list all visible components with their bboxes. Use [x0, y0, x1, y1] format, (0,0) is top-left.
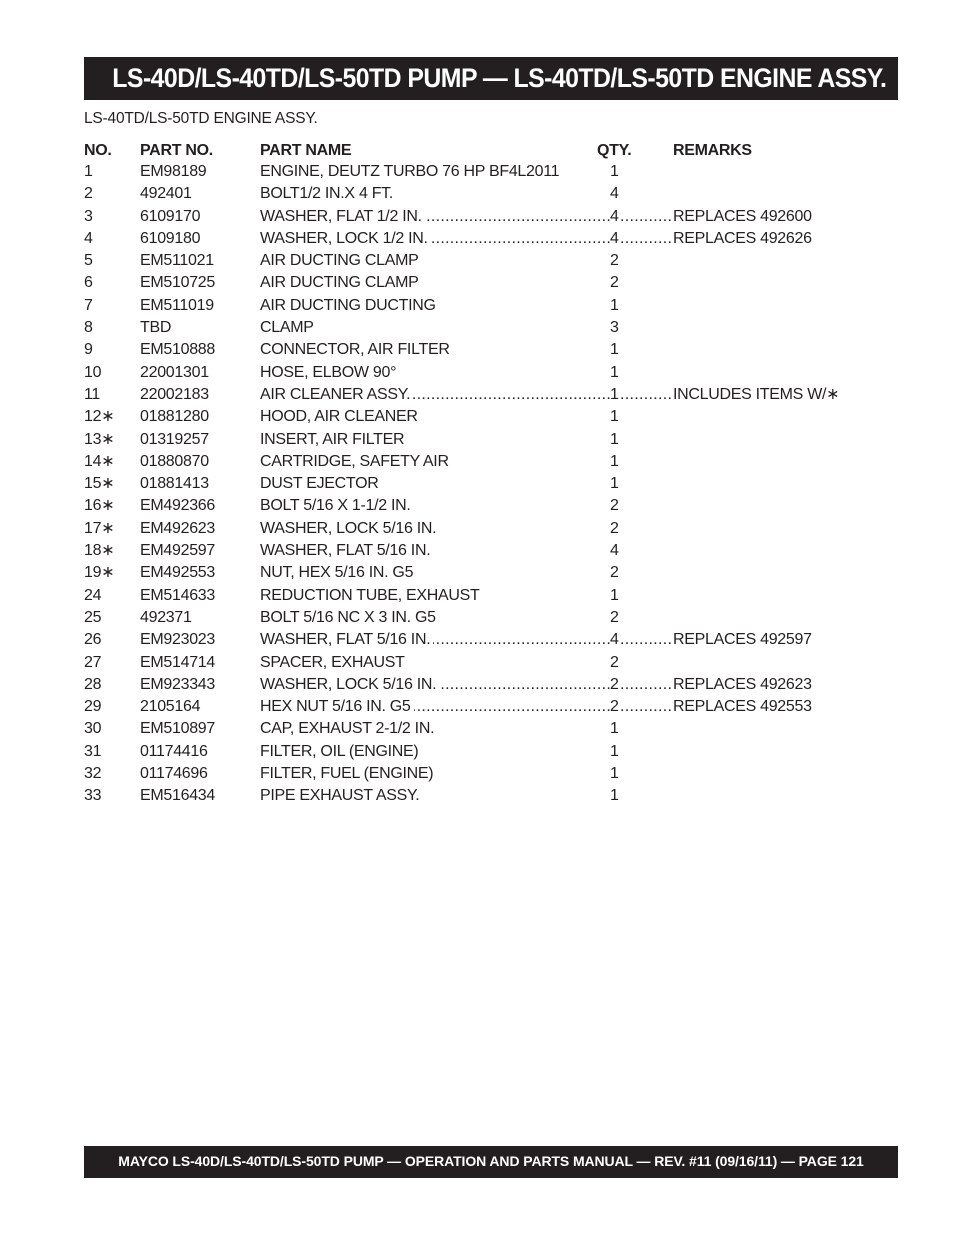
part-name: AIR CLEANER ASSY.: [260, 386, 413, 403]
item-number: 13∗: [84, 430, 115, 448]
quantity: 1: [610, 586, 619, 604]
part-number: 22001301: [140, 363, 209, 381]
item-number: 30: [84, 720, 102, 738]
page-footer: [84, 1146, 898, 1178]
part-number: EM510725: [140, 274, 215, 292]
part-row: [84, 696, 864, 718]
part-name-leader: [260, 674, 610, 696]
part-row: [84, 295, 864, 317]
item-number: 33: [84, 787, 102, 805]
part-number: 6109180: [140, 229, 201, 247]
quantity: 2: [610, 564, 619, 582]
part-number: EM98189: [140, 163, 207, 180]
part-name: WASHER, FLAT 1/2 IN.: [260, 208, 425, 225]
part-name: DUST EJECTOR: [260, 475, 379, 493]
part-row: [84, 161, 864, 183]
part-name-leader: [260, 384, 610, 406]
part-name: REDUCTION TUBE, EXHAUST: [260, 586, 480, 604]
part-number: 6109170: [140, 207, 201, 225]
remarks: INCLUDES ITEMS W/∗: [673, 385, 840, 403]
part-name: AIR DUCTING CLAMP: [260, 252, 419, 270]
part-number: 01881413: [140, 475, 209, 493]
part-row: [84, 429, 864, 451]
part-row: [84, 206, 864, 228]
remarks: REPLACES 492597: [673, 631, 812, 649]
part-name-leader: [260, 206, 610, 228]
footer-text: MAYCO LS-40D/LS-40TD/LS-50TD PUMP — OPERATION AND PARTS MANUAL — REV. #11 (09/16/11) — PAGE 121: [118, 1153, 864, 1169]
part-name: WASHER, LOCK 1/2 IN.: [260, 230, 431, 247]
part-row: [84, 473, 864, 495]
part-number: 01881280: [140, 408, 209, 426]
part-name: HOSE, ELBOW 90°: [260, 363, 397, 381]
part-number: EM492553: [140, 564, 215, 582]
part-number: EM923343: [140, 675, 215, 693]
part-name: CLAMP: [260, 319, 314, 337]
quantity: 4: [610, 207, 619, 225]
item-number: 2: [84, 185, 93, 203]
dot-leader: [620, 206, 673, 228]
part-number: EM492597: [140, 542, 215, 560]
part-row: [84, 562, 864, 584]
quantity: 2: [610, 519, 619, 537]
dot-leader: [620, 384, 673, 406]
parts-list-rows: [84, 161, 864, 808]
item-number: 25: [84, 608, 102, 626]
page-title: LS-40D/LS-40TD/LS-50TD PUMP — LS-40TD/LS-50TD ENGINE ASSY.: [111, 63, 886, 93]
quantity: 4: [610, 185, 619, 203]
part-row: [84, 585, 864, 607]
item-number: 3: [84, 207, 93, 225]
part-number: 01174696: [140, 765, 208, 783]
item-number: 26: [84, 631, 102, 649]
item-number: 28: [84, 675, 102, 693]
part-name: CARTRIDGE, SAFETY AIR: [260, 452, 449, 470]
part-number: EM511019: [140, 296, 214, 314]
quantity: 2: [610, 653, 619, 671]
remarks: REPLACES 492626: [673, 229, 812, 247]
part-number: EM514633: [140, 586, 215, 604]
remarks: REPLACES 492623: [673, 675, 812, 693]
part-number: 22002183: [140, 385, 209, 403]
part-row: [84, 495, 864, 517]
column-header-part-no: PART NO.: [140, 142, 213, 159]
remarks: REPLACES 492553: [673, 698, 812, 716]
part-name: WASHER, FLAT 5/16 IN.: [260, 542, 431, 560]
dot-leader: [620, 674, 673, 696]
part-number: EM511021: [140, 252, 214, 270]
quantity: 1: [610, 452, 619, 470]
remarks: REPLACES 492600: [673, 207, 812, 225]
part-name: SPACER, EXHAUST: [260, 653, 405, 671]
page-title-bar: [84, 57, 898, 100]
item-number: 29: [84, 698, 102, 716]
part-number: EM492366: [140, 497, 215, 515]
part-name: CAP, EXHAUST 2-1/2 IN.: [260, 720, 435, 738]
dot-leader: [620, 228, 673, 250]
part-number: EM516434: [140, 787, 215, 805]
quantity: 1: [610, 430, 619, 448]
item-number: 15∗: [84, 475, 115, 493]
quantity: 1: [610, 408, 619, 426]
part-row: [84, 362, 864, 384]
part-name: AIR DUCTING DUCTING: [260, 296, 436, 314]
part-row: [84, 540, 864, 562]
quantity: 1: [610, 720, 619, 738]
part-row: [84, 451, 864, 473]
part-name: BOLT 5/16 X 1-1/2 IN.: [260, 497, 411, 515]
part-number: EM923023: [140, 631, 215, 649]
item-number: 27: [84, 653, 102, 671]
quantity: 1: [610, 363, 619, 381]
part-row: [84, 317, 864, 339]
item-number: 6: [84, 274, 93, 292]
item-number: 9: [84, 341, 93, 359]
quantity: 4: [610, 631, 619, 649]
column-header-part-name: PART NAME: [260, 142, 352, 159]
parts-list-header: [84, 140, 864, 161]
item-number: 1: [84, 163, 93, 180]
part-row: [84, 183, 864, 205]
part-name: HOOD, AIR CLEANER: [260, 408, 418, 426]
part-number: 2105164: [140, 698, 201, 716]
part-number: TBD: [140, 319, 172, 337]
quantity: 1: [610, 163, 619, 180]
item-number: 8: [84, 319, 93, 337]
part-name: WASHER, LOCK 5/16 IN.: [260, 519, 437, 537]
part-number: EM510897: [140, 720, 215, 738]
quantity: 4: [610, 542, 619, 560]
part-name: FILTER, OIL (ENGINE): [260, 742, 419, 760]
dot-leader: [620, 629, 673, 651]
quantity: 2: [610, 497, 619, 515]
quantity: 3: [610, 319, 619, 337]
item-number: 24: [84, 586, 102, 604]
part-number: 492371: [140, 608, 192, 626]
part-name-leader: [260, 228, 610, 250]
part-name: FILTER, FUEL (ENGINE): [260, 765, 434, 783]
part-name: HEX NUT 5/16 IN. G5: [260, 698, 414, 715]
item-number: 17∗: [84, 519, 115, 537]
part-number: EM514714: [140, 653, 215, 671]
item-number: 19∗: [84, 564, 115, 582]
item-number: 11: [84, 385, 101, 403]
part-row: [84, 741, 864, 763]
item-number: 4: [84, 229, 93, 247]
part-number: 01174416: [140, 742, 208, 760]
parts-list: [84, 140, 864, 808]
part-row: [84, 763, 864, 785]
quantity: 2: [610, 252, 619, 270]
quantity: 2: [610, 675, 619, 693]
part-number: 01880870: [140, 452, 209, 470]
part-name: BOLT 5/16 NC X 3 IN. G5: [260, 608, 436, 626]
quantity: 1: [610, 765, 619, 783]
item-number: 10: [84, 363, 102, 381]
part-row: [84, 518, 864, 540]
part-row: [84, 718, 864, 740]
part-row: [84, 674, 864, 696]
part-number: EM510888: [140, 341, 215, 359]
part-row: [84, 406, 864, 428]
part-name-leader: [260, 696, 610, 718]
item-number: 31: [84, 742, 102, 760]
part-row: [84, 272, 864, 294]
quantity: 1: [610, 742, 619, 760]
part-number: EM492623: [140, 519, 215, 537]
part-name-leader: [260, 629, 610, 651]
quantity: 1: [610, 341, 619, 359]
quantity: 2: [610, 698, 619, 716]
part-row: [84, 629, 864, 651]
item-number: 32: [84, 765, 102, 783]
part-name: INSERT, AIR FILTER: [260, 430, 405, 448]
part-name: PIPE EXHAUST ASSY.: [260, 787, 420, 805]
item-number: 5: [84, 252, 93, 270]
item-number: 7: [84, 296, 93, 314]
quantity: 4: [610, 229, 619, 247]
item-number: 18∗: [84, 542, 115, 560]
section-subtitle: LS-40TD/LS-50TD ENGINE ASSY.: [84, 110, 318, 127]
quantity: 2: [610, 608, 619, 626]
item-number: 14∗: [84, 452, 115, 470]
part-row: [84, 339, 864, 361]
part-row: [84, 652, 864, 674]
part-row: [84, 607, 864, 629]
part-row: [84, 250, 864, 272]
part-number: 01319257: [140, 430, 209, 448]
dot-leader: [620, 696, 673, 718]
part-name: NUT, HEX 5/16 IN. G5: [260, 564, 414, 582]
part-row: [84, 228, 864, 250]
quantity: 1: [610, 475, 619, 493]
item-number: 16∗: [84, 497, 115, 515]
part-number: 492401: [140, 185, 192, 203]
column-header-remarks: REMARKS: [673, 142, 752, 159]
part-row: [84, 785, 864, 807]
part-name: CONNECTOR, AIR FILTER: [260, 341, 450, 359]
part-name: WASHER, LOCK 5/16 IN.: [260, 676, 439, 693]
quantity: 1: [610, 385, 619, 403]
part-name: BOLT1/2 IN.X 4 FT.: [260, 185, 394, 203]
part-name: ENGINE, DEUTZ TURBO 76 HP BF4L2011: [260, 163, 560, 180]
quantity: 2: [610, 274, 619, 292]
column-header-qty: QTY.: [597, 142, 632, 159]
column-header-no: NO.: [84, 142, 112, 159]
quantity: 1: [610, 296, 619, 314]
quantity: 1: [610, 787, 619, 805]
part-name: WASHER, FLAT 5/16 IN.: [260, 631, 433, 648]
item-number: 12∗: [84, 408, 115, 426]
part-name: AIR DUCTING CLAMP: [260, 274, 419, 292]
part-row: [84, 384, 864, 406]
